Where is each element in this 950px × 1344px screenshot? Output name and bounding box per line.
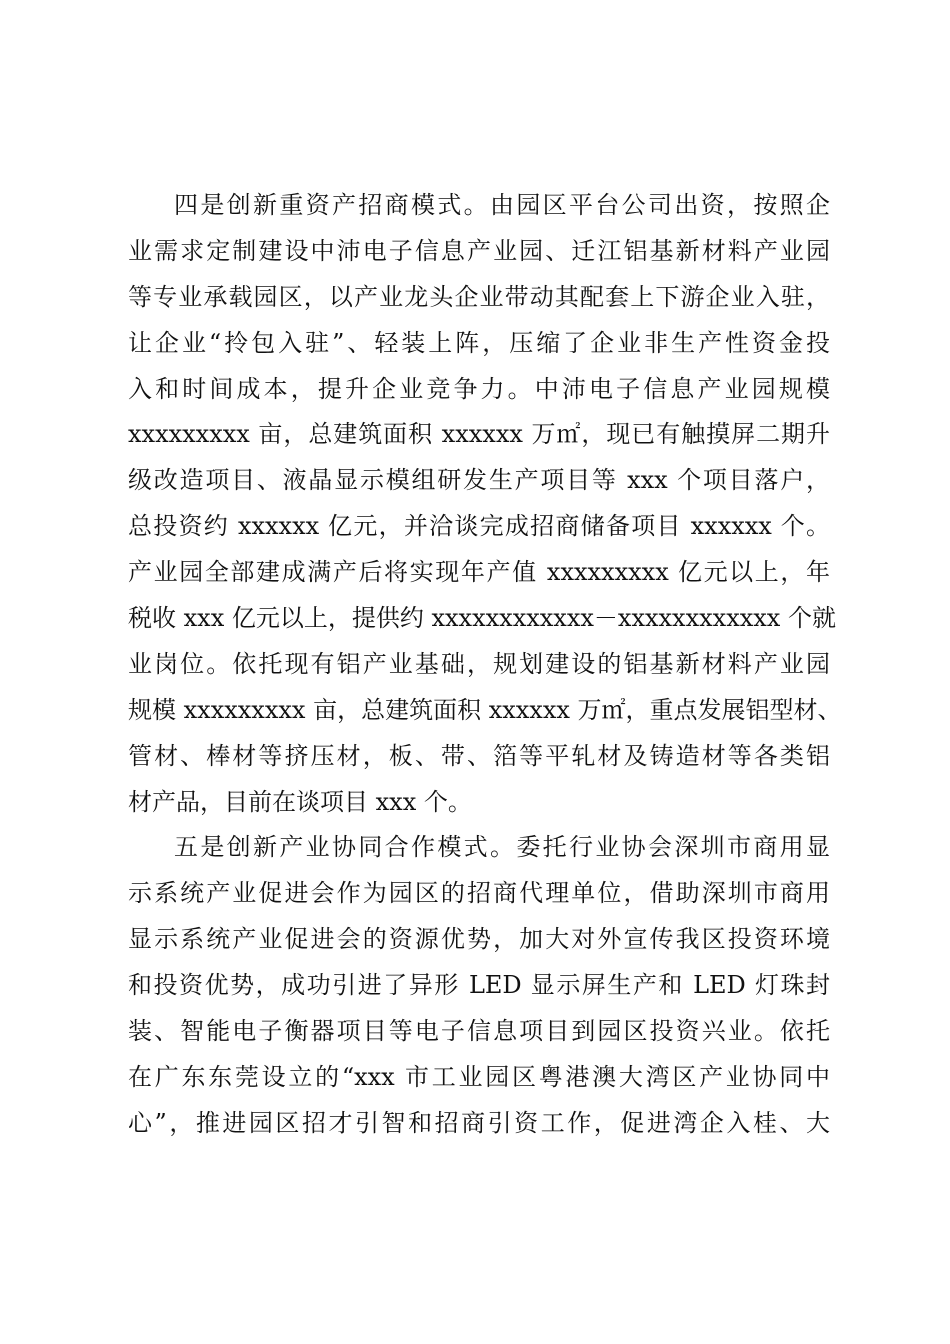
body-text xyxy=(128,183,842,1147)
text-line: 产业园全部建成满产后将实现年产值 xxxxxxxxx 亿元以上，年 xyxy=(128,558,830,587)
paragraph-industrial-collaboration xyxy=(128,825,830,1146)
paragraph-heavy-asset-investment xyxy=(128,183,842,825)
text-line: 等专业承载园区，以产业龙头企业带动其配套上下游企业入驻， xyxy=(128,282,830,311)
text-line: 级改造项目、液晶显示模组研发生产项目等 xxx 个项目落户， xyxy=(128,466,830,495)
text-line: xxxxxxxxx 亩，总建筑面积 xxxxxx 万㎡，现已有触摸屏二期升 xyxy=(128,420,830,449)
text-line: 和投资优势，成功引进了异形 LED 显示屏生产和 LED 灯珠封 xyxy=(128,971,830,1000)
text-line: 在广东东莞设立的“xxx 市工业园区粤港澳大湾区产业协同中 xyxy=(128,1062,830,1091)
text-line: 税收 xxx 亿元以上，提供约 xxxxxxxxxxxx－xxxxxxxxxxxx 个就 xyxy=(128,604,836,633)
text-line: 规模 xxxxxxxxx 亩，总建筑面积 xxxxxx 万㎡，重点发展铝型材、 xyxy=(128,695,842,724)
text-line: 让企业“拎包入驻”、轻装上阵，压缩了企业非生产性资金投 xyxy=(128,328,830,357)
text-line: 五是创新产业协同合作模式。委托行业协会深圳市商用显 xyxy=(174,833,830,862)
text-line: 材产品，目前在谈项目 xxx 个。 xyxy=(128,787,472,816)
text-line: 示系统产业促进会作为园区的招商代理单位，借助深圳市商用 xyxy=(128,879,830,908)
text-line: 显示系统产业促进会的资源优势，加大对外宣传我区投资环境 xyxy=(128,925,830,954)
text-line: 业需求定制建设中沛电子信息产业园、迁江铝基新材料产业园 xyxy=(128,236,830,265)
text-line: 总投资约 xxxxxx 亿元，并洽谈完成招商储备项目 xxxxxx 个。 xyxy=(128,512,830,541)
text-line: 心”，推进园区招才引智和招商引资工作，促进湾企入桂、大 xyxy=(128,1108,830,1137)
text-line: 入和时间成本，提升企业竞争力。中沛电子信息产业园规模 xyxy=(128,374,830,403)
text-line: 管材、棒材等挤压材，板、带、箔等平轧材及铸造材等各类铝 xyxy=(128,741,830,770)
text-line: 业岗位。依托现有铝产业基础，规划建设的铝基新材料产业园 xyxy=(128,649,830,678)
text-line: 装、智能电子衡器项目等电子信息项目到园区投资兴业。依托 xyxy=(128,1017,830,1046)
text-line: 四是创新重资产招商模式。由园区平台公司出资，按照企 xyxy=(174,191,830,219)
